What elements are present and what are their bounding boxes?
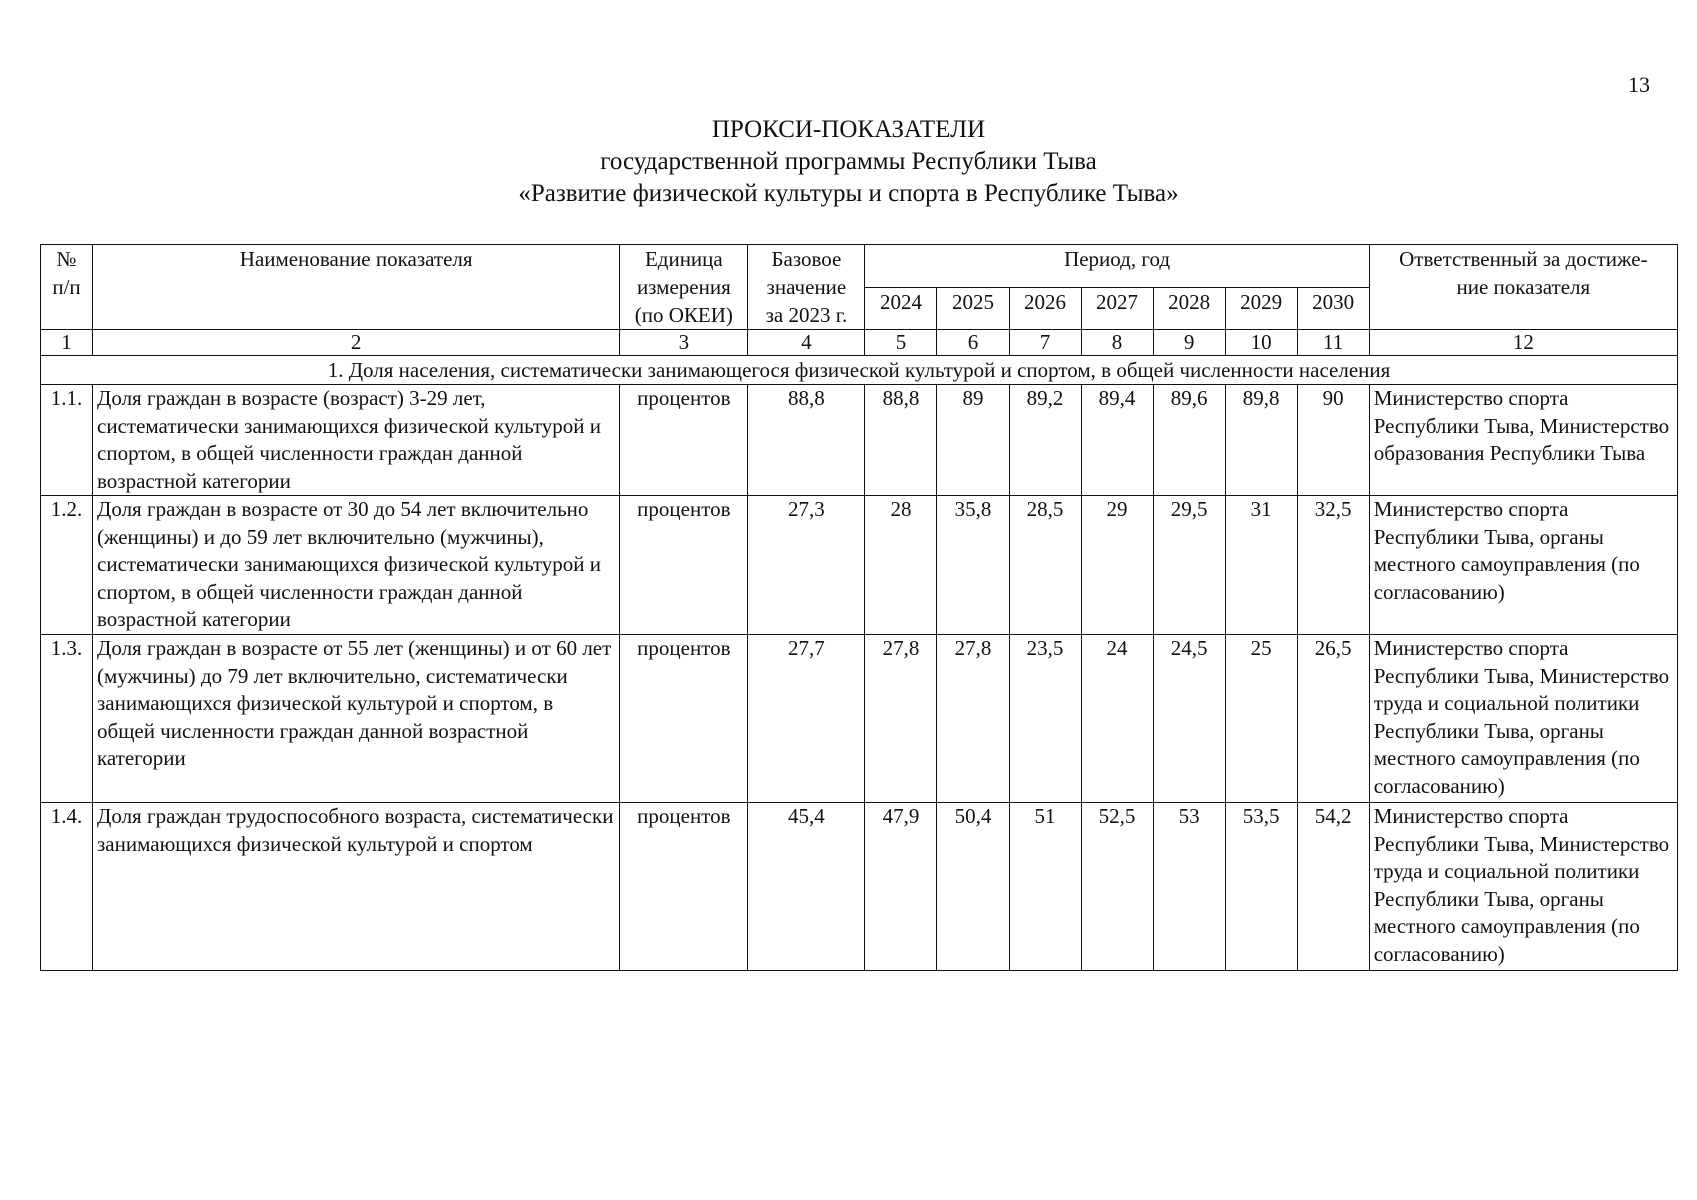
row-unit: процентов	[620, 635, 748, 803]
header-num-line-2: п/п	[52, 275, 81, 299]
document-title	[0, 114, 1697, 210]
header-responsible-line-2: ние показателя	[1456, 275, 1591, 299]
header-base-line-1: Базовое	[771, 247, 842, 271]
row-unit: процентов	[620, 496, 748, 635]
header-year: 2025	[937, 287, 1009, 330]
row-num: 1.2.	[41, 496, 93, 635]
row-responsible: Министерство спорта Республики Тыва, органы местного самоуправления (по согласованию)	[1369, 496, 1677, 635]
row-value: 89,4	[1081, 385, 1153, 496]
row-value: 23,5	[1009, 635, 1081, 803]
row-name: Доля граждан в возрасте от 30 до 54 лет включительно (женщины) и до 59 лет включительно (мужчины), систематически занимающихся физической культурой и спортом, в общей численности граждан данной возрастной категории	[93, 496, 620, 635]
row-value: 54,2	[1297, 803, 1369, 971]
header-year: 2030	[1297, 287, 1369, 330]
section-title: 1. Доля населения, систематически занимающегося физической культурой и спортом, в общей численности населения	[41, 356, 1678, 385]
header-responsible-line-1: Ответственный за достиже-	[1399, 247, 1648, 271]
row-value: 90	[1297, 385, 1369, 496]
row-name: Доля граждан трудоспособного возраста, систематически занимающихся физической культурой и спортом	[93, 803, 620, 971]
column-number-row	[41, 330, 1678, 356]
header-num	[41, 245, 93, 330]
row-base: 27,7	[748, 635, 865, 803]
row-value: 24	[1081, 635, 1153, 803]
row-value: 28,5	[1009, 496, 1081, 635]
table-row	[41, 385, 1678, 496]
column-number: 8	[1081, 330, 1153, 356]
row-value: 47,9	[865, 803, 937, 971]
header-period: Период, год	[865, 245, 1369, 288]
row-value: 89,2	[1009, 385, 1081, 496]
row-name: Доля граждан в возрасте от 55 лет (женщины) и от 60 лет (мужчины) до 79 лет включительно, систематически занимающихся физической культурой и спортом, в общей численности граждан данной возрастной категории	[93, 635, 620, 803]
header-year: 2027	[1081, 287, 1153, 330]
row-value: 27,8	[865, 635, 937, 803]
page-number: 13	[1628, 72, 1650, 97]
column-number: 3	[620, 330, 748, 356]
row-responsible: Министерство спорта Республики Тыва, Министерство образования Республики Тыва	[1369, 385, 1677, 496]
header-base	[748, 245, 865, 330]
table-row	[41, 803, 1678, 971]
row-value: 29,5	[1153, 496, 1225, 635]
proxy-indicators-table	[40, 244, 1678, 971]
header-name-label: Наименование показателя	[239, 247, 473, 271]
row-value: 53,5	[1225, 803, 1297, 971]
column-number: 7	[1009, 330, 1081, 356]
row-base: 88,8	[748, 385, 865, 496]
row-value: 28	[865, 496, 937, 635]
section-row	[41, 356, 1678, 385]
column-number: 6	[937, 330, 1009, 356]
header-responsible	[1369, 245, 1677, 330]
row-value: 31	[1225, 496, 1297, 635]
title-line-1: ПРОКСИ-ПОКАЗАТЕЛИ	[711, 116, 986, 143]
header-row-top	[41, 245, 1678, 288]
row-name: Доля граждан в возрасте (возраст) 3-29 лет, систематически занимающихся физической культурой и спортом, в общей численности граждан данной возрастной категории	[93, 385, 620, 496]
row-value: 27,8	[937, 635, 1009, 803]
header-base-line-3: за 2023 г.	[765, 303, 848, 327]
row-value: 32,5	[1297, 496, 1369, 635]
column-number: 1	[41, 330, 93, 356]
row-unit: процентов	[620, 385, 748, 496]
header-name	[93, 245, 620, 330]
row-num: 1.3.	[41, 635, 93, 803]
row-num: 1.4.	[41, 803, 93, 971]
row-num: 1.1.	[41, 385, 93, 496]
column-number: 4	[748, 330, 865, 356]
row-value: 89,6	[1153, 385, 1225, 496]
row-value: 26,5	[1297, 635, 1369, 803]
row-base: 27,3	[748, 496, 865, 635]
row-value: 24,5	[1153, 635, 1225, 803]
row-base: 45,4	[748, 803, 865, 971]
row-responsible: Министерство спорта Республики Тыва, Министерство труда и социальной политики Республики Тыва, органы местного самоуправления (по согласованию)	[1369, 803, 1677, 971]
row-value: 89	[937, 385, 1009, 496]
table-row	[41, 635, 1678, 803]
title-line-3: «Развитие физической культуры и спорта в Республике Тыва»	[518, 180, 1179, 207]
row-value: 29	[1081, 496, 1153, 635]
column-number: 9	[1153, 330, 1225, 356]
column-number: 2	[93, 330, 620, 356]
row-value: 52,5	[1081, 803, 1153, 971]
row-value: 51	[1009, 803, 1081, 971]
header-year: 2028	[1153, 287, 1225, 330]
row-value: 50,4	[937, 803, 1009, 971]
row-responsible: Министерство спорта Республики Тыва, Министерство труда и социальной политики Республики Тыва, органы местного самоуправления (по согласованию)	[1369, 635, 1677, 803]
column-number: 11	[1297, 330, 1369, 356]
title-line-2: государственной программы Республики Тыва	[600, 148, 1097, 175]
column-number: 5	[865, 330, 937, 356]
header-unit-line-2: измерения	[636, 275, 731, 299]
row-value: 25	[1225, 635, 1297, 803]
header-year: 2029	[1225, 287, 1297, 330]
row-value: 53	[1153, 803, 1225, 971]
header-unit	[620, 245, 748, 330]
header-year: 2026	[1009, 287, 1081, 330]
header-base-line-2: значение	[766, 275, 847, 299]
row-value: 88,8	[865, 385, 937, 496]
table-row	[41, 496, 1678, 635]
column-number: 10	[1225, 330, 1297, 356]
column-number: 12	[1369, 330, 1677, 356]
row-value: 35,8	[937, 496, 1009, 635]
header-unit-line-3: (по ОКЕИ)	[634, 303, 733, 327]
header-num-line-1: №	[56, 247, 77, 271]
header-unit-line-1: Единица	[644, 247, 723, 271]
row-value: 89,8	[1225, 385, 1297, 496]
header-year: 2024	[865, 287, 937, 330]
row-unit: процентов	[620, 803, 748, 971]
